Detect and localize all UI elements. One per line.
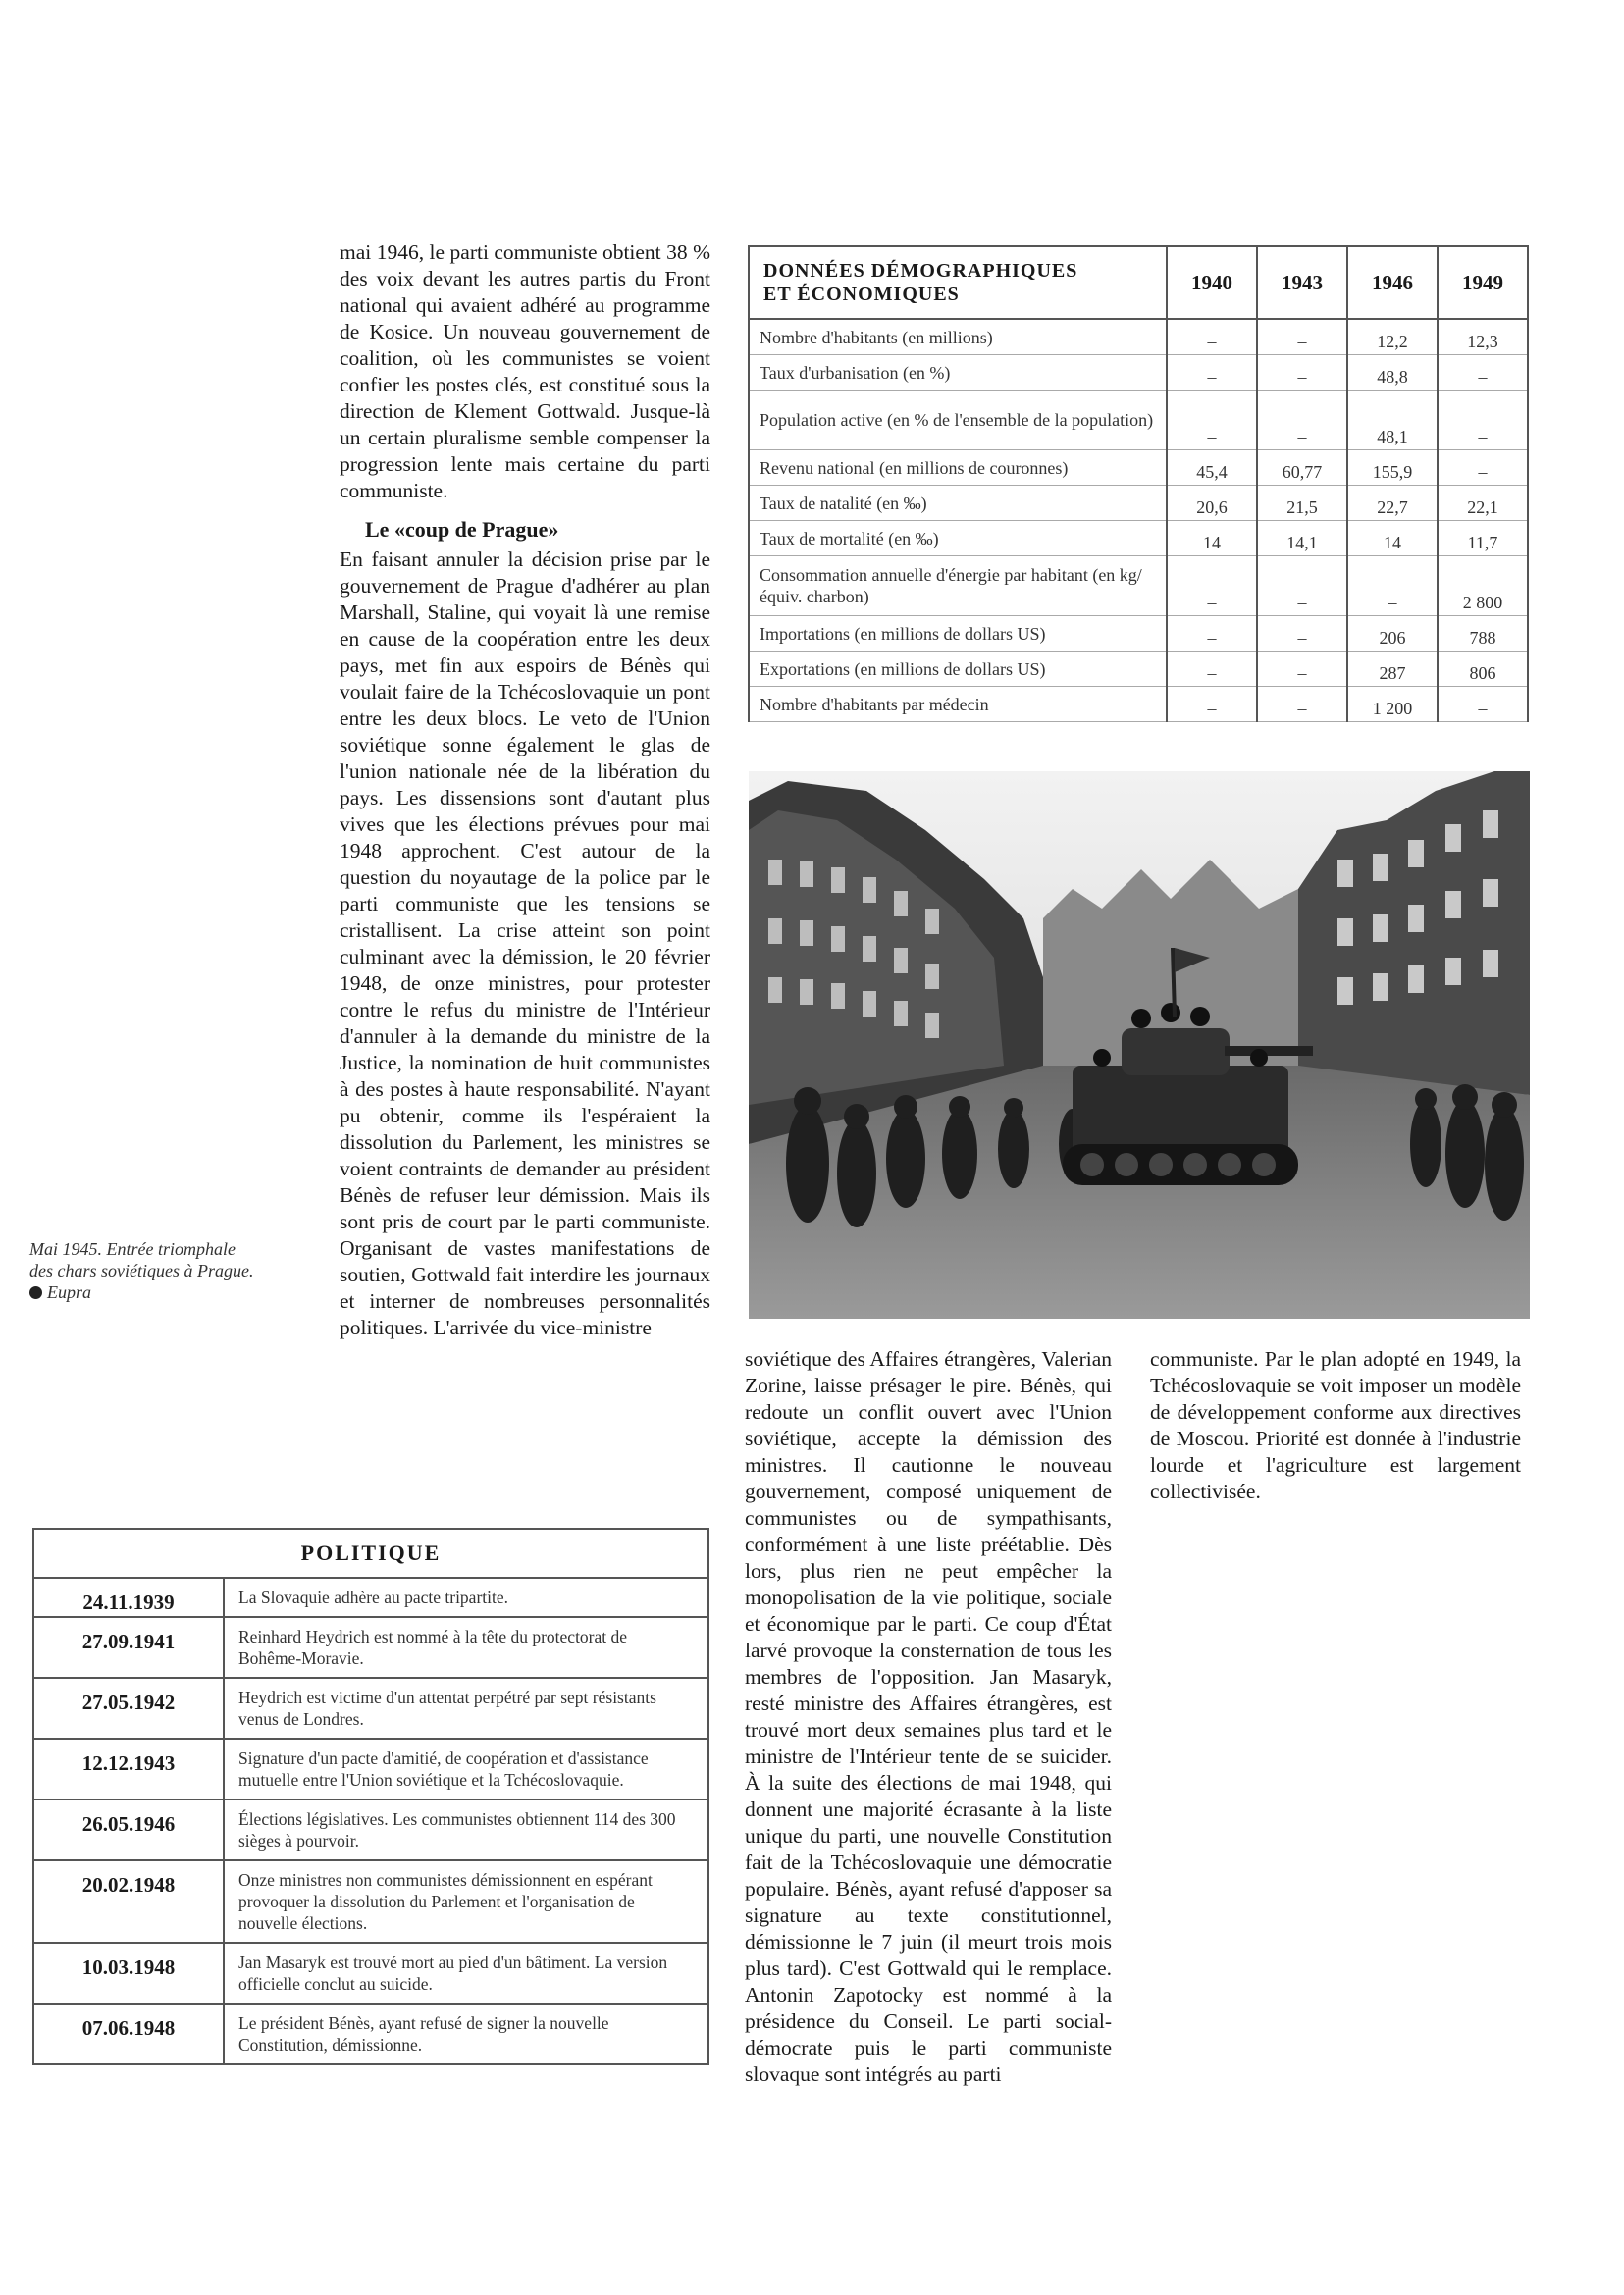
chronology-row (33, 1943, 708, 2004)
chronology-row (33, 1739, 708, 1799)
section-subheading: Le «coup de Prague» (365, 517, 559, 542)
table-title-line: DONNÉES DÉMOGRAPHIQUES (763, 260, 1078, 282)
event-description: Élections législatives. Les communistes obtiennent 114 des 300 sièges à pourvoir. (224, 1799, 708, 1860)
event-date: 27.09.1941 (33, 1617, 224, 1678)
event-date: 20.02.1948 (33, 1860, 224, 1943)
year-header: 1946 (1347, 246, 1438, 319)
table-row (749, 652, 1528, 687)
event-description: Le président Bénès, ayant refusé de signer la nouvelle Constitution, démissionne. (224, 2004, 708, 2064)
photo-credit: Eupra (47, 1282, 91, 1302)
event-date: 12.12.1943 (33, 1739, 224, 1799)
table-row (749, 319, 1528, 355)
event-date: 10.03.1948 (33, 1943, 224, 2004)
row-value: – (1167, 687, 1257, 722)
table-row (749, 616, 1528, 652)
chronology-row (33, 1860, 708, 1943)
year-header: 1940 (1167, 246, 1257, 319)
row-value: – (1257, 355, 1347, 391)
article-paragraph: soviétique des Affaires étrangères, Valerian Zorine, laisse présager le pire. Bénès, qui redoute un conflit ouvert avec l'Union soviétique, accepte la démission des ministres. Il cautionne le nouveau gouvernement, composé uniquement de communistes ou de sympathisants, conformément à une liste préétablie. Dès lors, plus rien ne peut empêcher la monopolisation de la vie politique, sociale et économique par le parti. Ce coup d'État larvé provoque la consternation de tous les membres de l'opposition. Jan Masaryk, resté ministre des Affaires étrangères, est trouvé mort deux semaines plus tard et le ministre de l'Intérieur tente de se suicider. À la suite des élections de mai 1948, qui donnent une majorité écrasante à la liste unique du parti, une nouvelle Constitution fait de la Tchécoslovaquie une démocratie populaire. Bénès, ayant refusé d'apposer sa signature au texte constitutionnel, démissionne le 7 juin (il meurt trois mois plus tard). C'est Gottwald qui le remplace. Antonin Zapotocky est nommé à la présidence du Conseil. Le parti social-démocrate puis le parti communiste slovaque sont intégrés au parti (745, 1347, 1112, 2086)
photo-illustration (749, 771, 1530, 1319)
table-row (749, 355, 1528, 391)
row-value: – (1257, 391, 1347, 450)
table-row (749, 556, 1528, 616)
row-value: 206 (1347, 616, 1438, 652)
event-description: Reinhard Heydrich est nommé à la tête du protectorat de Bohême-Moravie. (224, 1617, 708, 1678)
row-label: Consommation annuelle d'énergie par habitant (en kg/équiv. charbon) (749, 556, 1167, 616)
event-date: 24.11.1939 (33, 1578, 224, 1617)
row-value: – (1167, 616, 1257, 652)
row-value: 806 (1438, 652, 1528, 687)
article-paragraph: En faisant annuler la décision prise par le gouvernement de Prague d'adhérer au plan Marshall, Staline, qui voyait là une remise en cause de la coopération entre les deux pays, met fin aux espoirs de Bénès qui voulait faire de la Tchécoslovaquie un pont entre les deux blocs. Le veto de l'Union soviétique sonne également le glas de l'union nationale née de la libération du pays. Les dissensions sont d'autant plus vives que les élections prévues pour mai 1948 approchent. C'est autour de la question du noyautage de la police par le parti communiste que les tensions se cristallisent. La crise atteint son point culminant avec la démission, le 20 février 1948, de onze ministres, pour protester contre le refus du ministre de l'Intérieur d'annuler à la demande du ministre de la Justice, la nomination de huit communistes à des postes à haute responsabilité. N'ayant pu obtenir, comme ils l'espéraient la dissolution du Parlement, les ministres se voient contraints de demander au président Bénès de refuser leur démission. Mais ils sont pris de court par le parti communiste. Organisant de vastes manifestations de soutien, Gottwald fait interdire les journaux et interner de nombreuses personnalités politiques. L'arrivée du vice-ministre (340, 548, 710, 1339)
article-paragraph: mai 1946, le parti communiste obtient 38 % des voix devant les autres partis du Front national qui avaient adhéré au programme de Kosice. Un nouveau gouvernement de coalition, où les communistes se voient confier les postes clés, est constitué sous la direction de Klement Gottwald. Jusque-là un certain pluralisme semble compenser la progression lente mais certaine du parti communiste. (340, 240, 710, 502)
table-row (749, 391, 1528, 450)
credit-bullet-icon (29, 1286, 42, 1299)
row-value: – (1438, 391, 1528, 450)
row-value: 48,8 (1347, 355, 1438, 391)
row-value: – (1167, 652, 1257, 687)
politics-chronology-table (32, 1528, 709, 2065)
demographic-economic-table (748, 245, 1529, 722)
row-label: Importations (en millions de dollars US) (749, 616, 1167, 652)
row-value: 22,1 (1438, 486, 1528, 521)
row-value: 12,3 (1438, 319, 1528, 355)
row-value: 14 (1167, 521, 1257, 556)
row-label: Nombre d'habitants par médecin (749, 687, 1167, 722)
row-label: Taux d'urbanisation (en %) (749, 355, 1167, 391)
row-value: – (1167, 355, 1257, 391)
row-value: – (1438, 450, 1528, 486)
event-date: 07.06.1948 (33, 2004, 224, 2064)
table-title (749, 246, 1167, 319)
row-value: 60,77 (1257, 450, 1347, 486)
year-header: 1943 (1257, 246, 1347, 319)
row-label: Population active (en % de l'ensemble de la population) (749, 391, 1167, 450)
table-row (749, 486, 1528, 521)
row-value: 12,2 (1347, 319, 1438, 355)
row-value: 45,4 (1167, 450, 1257, 486)
article-column-middle (745, 1346, 1112, 2088)
table-row (749, 521, 1528, 556)
row-value: 1 200 (1347, 687, 1438, 722)
row-value: 22,7 (1347, 486, 1438, 521)
row-value: 21,5 (1257, 486, 1347, 521)
event-description: Signature d'un pacte d'amitié, de coopération et d'assistance mutuelle entre l'Union soviétique et la Tchécoslovaquie. (224, 1739, 708, 1799)
row-value: – (1438, 687, 1528, 722)
row-value: 788 (1438, 616, 1528, 652)
chronology-row (33, 1799, 708, 1860)
article-column-left (340, 239, 710, 1341)
caption-line: Mai 1945. Entrée triomphale (29, 1239, 236, 1259)
article-paragraph: communiste. Par le plan adopté en 1949, la Tchécoslovaquie se voit imposer un modèle de développement conforme aux directives de Moscou. Priorité est donnée à l'industrie lourde et l'agriculture est largement collectivisée. (1150, 1347, 1521, 1503)
chronology-row (33, 2004, 708, 2064)
row-value: – (1257, 556, 1347, 616)
row-label: Exportations (en millions de dollars US) (749, 652, 1167, 687)
row-value: – (1257, 652, 1347, 687)
event-description: La Slovaquie adhère au pacte tripartite. (224, 1578, 708, 1617)
row-value: – (1167, 556, 1257, 616)
caption-line: des chars soviétiques à Prague. (29, 1261, 254, 1280)
row-value: 155,9 (1347, 450, 1438, 486)
event-date: 27.05.1942 (33, 1678, 224, 1739)
row-label: Revenu national (en millions de couronnes) (749, 450, 1167, 486)
event-description: Jan Masaryk est trouvé mort au pied d'un bâtiment. La version officielle conclut au suicide. (224, 1943, 708, 2004)
row-label: Taux de mortalité (en ‰) (749, 521, 1167, 556)
row-value: 20,6 (1167, 486, 1257, 521)
row-value: 11,7 (1438, 521, 1528, 556)
article-column-right (1150, 1346, 1521, 1505)
event-date: 26.05.1946 (33, 1799, 224, 1860)
chronology-row (33, 1678, 708, 1739)
row-value: – (1167, 319, 1257, 355)
table-title-line: ET ÉCONOMIQUES (763, 284, 960, 305)
year-header: 1949 (1438, 246, 1528, 319)
politics-table-title: POLITIQUE (33, 1529, 708, 1578)
photo-caption (29, 1238, 314, 1303)
row-value: – (1257, 687, 1347, 722)
row-value: – (1257, 616, 1347, 652)
table-row (749, 450, 1528, 486)
event-description: Heydrich est victime d'un attentat perpétré par sept résistants venus de Londres. (224, 1678, 708, 1739)
row-value: 48,1 (1347, 391, 1438, 450)
chronology-row (33, 1617, 708, 1678)
row-value: 287 (1347, 652, 1438, 687)
row-value: – (1167, 391, 1257, 450)
row-label: Nombre d'habitants (en millions) (749, 319, 1167, 355)
row-value: 14 (1347, 521, 1438, 556)
row-value: 2 800 (1438, 556, 1528, 616)
event-description: Onze ministres non communistes démissionnent en espérant provoquer la dissolution du Parlement et l'organisation de nouvelle élections. (224, 1860, 708, 1943)
row-value: – (1438, 355, 1528, 391)
row-label: Taux de natalité (en ‰) (749, 486, 1167, 521)
row-value: – (1347, 556, 1438, 616)
historical-photo-soviet-tanks-prague (749, 771, 1530, 1319)
chronology-row (33, 1578, 708, 1617)
row-value: 14,1 (1257, 521, 1347, 556)
table-row (749, 687, 1528, 722)
row-value: – (1257, 319, 1347, 355)
